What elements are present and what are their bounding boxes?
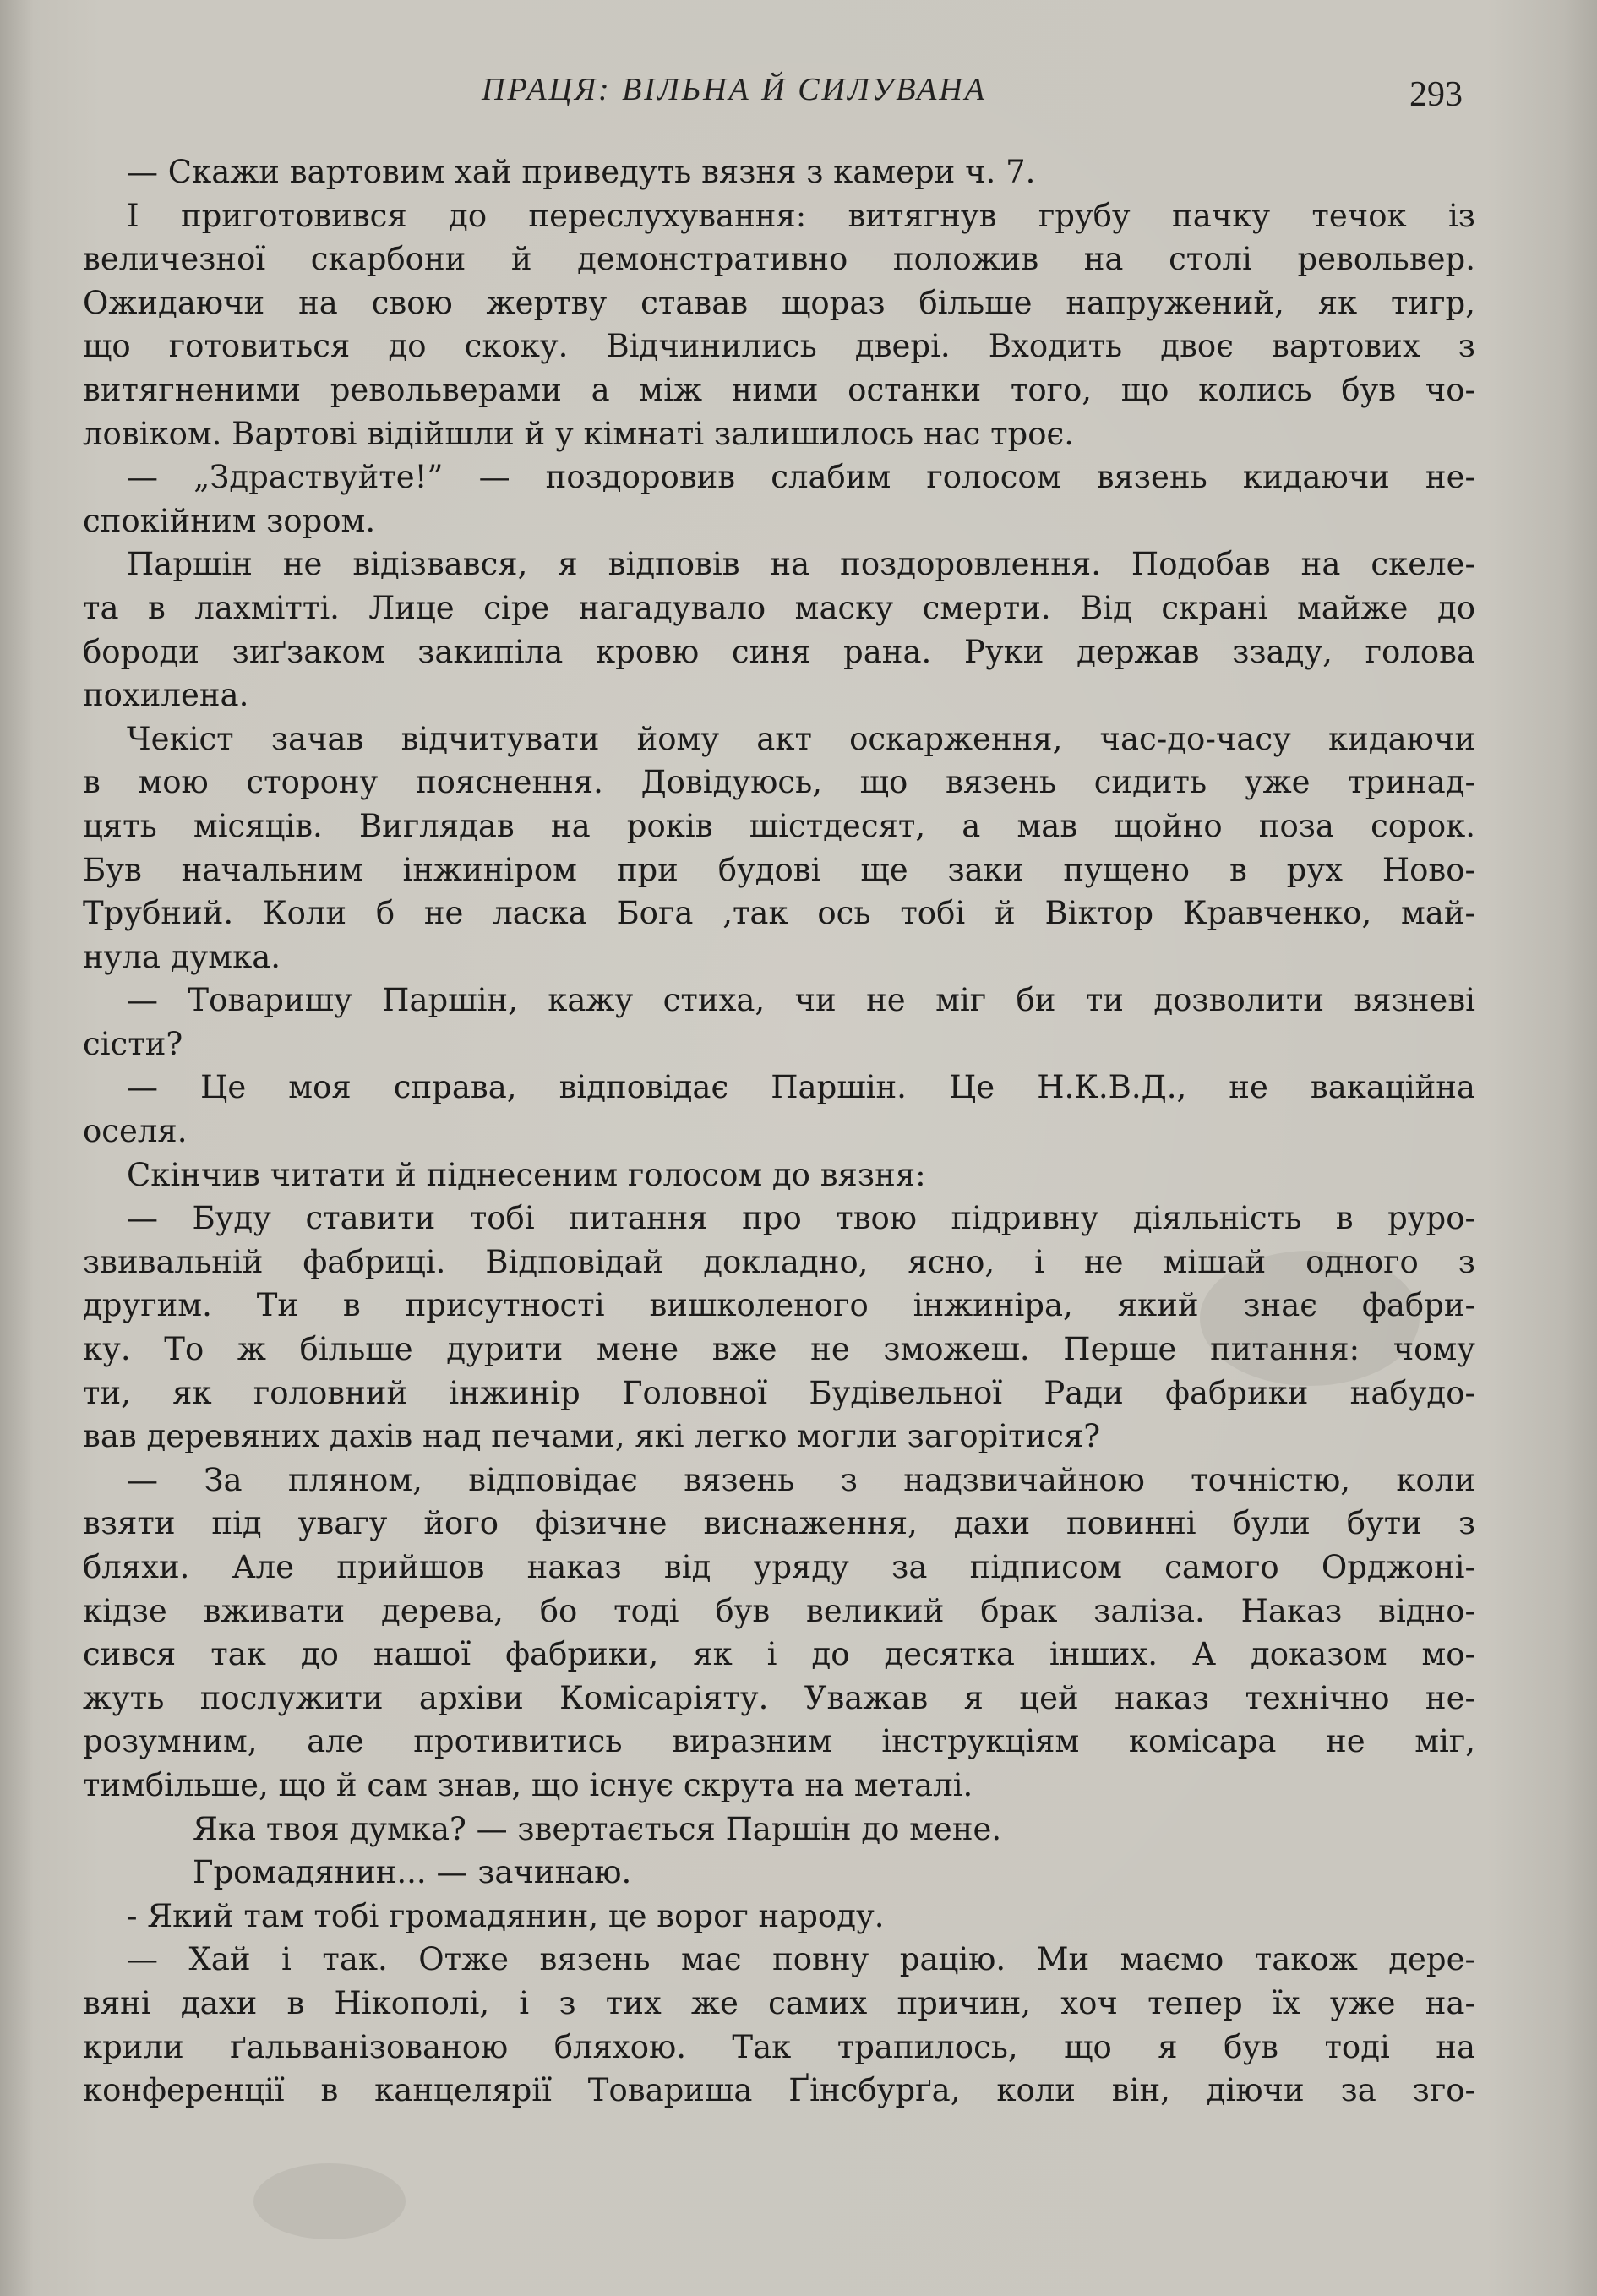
text-line: — Хай і так. Отже вязень має повну рацію. Ми маємо також дере- [127,1941,1475,1978]
text-line: — Це моя справа, відповідає Паршін. Це Н.К.В.Д., не вакаційна [127,1069,1475,1106]
text-line: І приготовився до переслухування: витягнув грубу пачку течок із [127,197,1475,234]
text-line: взяти під увагу його фізичне виснаження, дахи повинні були бути з [83,1505,1475,1542]
text-line: кідзе вживати дерева, бо тоді був великий брак заліза. Наказ відно- [83,1592,1475,1629]
text-line: ловіком. Вартові відійшли й у кімнаті залишилось нас троє. [83,415,1074,452]
text-line: вав деревяних дахів над печами, які легко могли загорітися? [83,1418,1101,1455]
text-line: — Буду ставити тобі питання про твою підривну діяльність в руро- [127,1200,1475,1237]
text-line: оселя. [83,1113,188,1150]
text-line: величезної скарбони й демонстративно положив на столі револьвер. [83,241,1475,278]
text-line: та в лахмітті. Лице сіре нагадувало маску смерти. Від скрані майже до [83,589,1475,626]
text-line: витягненими револьверами а між ними останки того, що колись був чо- [83,371,1475,408]
text-line: ти, як головний інжинір Головної Будівельної Ради фабрики набудо- [83,1374,1475,1411]
text-line: Трубний. Коли б не ласка Бога ,так ось тобі й Віктор Кравченко, май- [83,895,1475,932]
text-line: сився так до нашої фабрики, як і до десятка інших. А доказом мо- [83,1636,1475,1673]
page-number: 293 [1409,75,1463,114]
text-line: Був начальним інжиніром при будові ще заки пущено в рух Ново- [83,851,1475,888]
text-line: Чекіст зачав відчитувати йому акт оскарження, час-до-часу кидаючи [127,720,1475,757]
text-line: Скінчив читати й піднесеним голосом до вязня: [127,1156,926,1193]
text-line: другим. Ти в присутності вишколеного інжиніра, який знає фабри- [83,1287,1475,1324]
text-line: звивальній фабриці. Відповідай докладно, ясно, і не мішай одного з [83,1243,1475,1280]
text-line: Громадянин... — зачинаю. [193,1854,632,1891]
text-line: — Товаришу Паршін, кажу стиха, чи не міг би ти дозволити вязневі [127,982,1475,1019]
text-line: — „Здраствуйте!” — поздоровив слабим голосом вязень кидаючи не- [127,459,1475,496]
page-header [0,71,1597,122]
text-line: вяні дахи в Нікополі, і з тих же самих причин, хоч тепер їх уже на- [83,1984,1475,2021]
text-line: бороди зиґзаком закипіла кровю синя рана. Руки держав ззаду, голова [83,633,1475,670]
text-line: спокійним зором. [83,502,376,539]
text-line: — Скажи вартовим хай приведуть вязня з камери ч. 7. [127,154,1036,190]
running-head: ПРАЦЯ: ВІЛЬНА Й СИЛУВАНА [482,72,987,107]
text-line: в мою сторону пояснення. Довідуюсь, що вязень сидить уже тринад- [83,764,1475,801]
text-line: цять місяців. Виглядав на років шістдесят, а мав щойно поза сорок. [83,807,1475,844]
text-line: що готовиться до скоку. Відчинились двері. Входить двоє вартових з [83,328,1475,365]
text-line: - Який там тобі громадянин, це ворог народу. [127,1897,885,1934]
text-line: Яка твоя думка? — звертається Паршін до мене. [193,1810,1002,1847]
text-line: Ожидаючи на свою жертву ставав щораз більше напружений, як тигр, [83,284,1475,321]
text-line: жуть послужити архіви Комісаріяту. Уважав я цей наказ технічно не- [83,1679,1475,1716]
paper-stain [253,2163,406,2239]
text-line: сісти? [83,1025,183,1062]
text-line: похилена. [83,677,249,714]
text-line: розумним, але противитись виразним інструкціям комісара не міг, [83,1723,1475,1760]
text-line: — За пляном, відповідає вязень з надзвичайною точністю, коли [127,1461,1475,1498]
text-line: конференції в канцелярії Товариша Ґінсбурґа, коли він, діючи за зго- [83,2072,1475,2109]
text-line: крили ґальванізованою бляхою. Так трапилось, що я був тоді на [83,2028,1475,2065]
body-text [83,150,1475,2113]
text-line: Паршін не відізвався, я відповів на поздоровлення. Подобав на скеле- [127,546,1475,583]
text-line: тимбільше, що й сам знав, що існує скрута на металі. [83,1766,973,1803]
text-line: нула думка. [83,938,281,975]
text-line: ку. То ж більше дурити мене вже не зможеш. Перше питання: чому [83,1331,1475,1368]
text-line: бляхи. Але прийшов наказ від уряду за підписом самого Орджоні- [83,1549,1475,1585]
